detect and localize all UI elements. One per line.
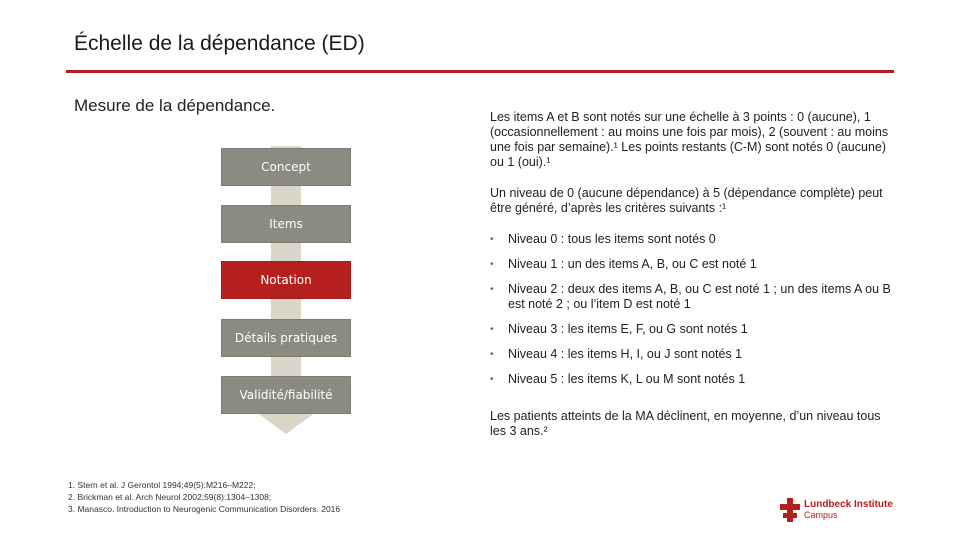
flow-item-notation[interactable]: Notation [221,261,351,299]
flow-item-concept[interactable]: Concept [221,148,351,186]
reference-item: 3. Manasco. Introduction to Neurogenic Communication Disorders. 2016 [68,504,341,514]
content-panel [490,110,895,455]
flow-item-items[interactable]: Items [221,205,351,243]
list-item-text: Niveau 1 : un des items A, B, ou C est noté 1 [508,257,757,271]
bullet-icon: • [490,324,494,335]
references [68,479,340,515]
list-item-text: Niveau 4 : les items H, I, ou J sont notés 1 [508,347,743,361]
section-flow [221,146,351,436]
scoring-paragraph: Les items A et B sont notés sur une échelle à 3 points : 0 (aucune), 1 (occasionnellement : au moins une fois par mois), 2 (souvent : au moins une fois par semaine).¹ Les points restants (C-M) sont notés 0 (aucune) ou 1 (oui).¹ [490,110,889,169]
levels-intro-paragraph: Un niveau de 0 (aucune dépendance) à 5 (dépendance complète) peut être généré, d’après les critères suivants :¹ [490,186,883,215]
list-item [490,372,895,387]
list-item [490,347,895,362]
slide-title: Échelle de la dépendance (ED) [74,32,365,55]
title-divider [66,70,894,73]
reference-item: 1. Stern et al. J Gerontol 1994;49(5):M216–M222; [68,480,256,490]
bullet-icon: • [490,234,494,245]
list-item-text: Niveau 0 : tous les items sont notés 0 [508,232,716,246]
list-item [490,282,895,312]
list-item [490,322,895,337]
bullet-icon: • [490,284,494,295]
list-item-text: Niveau 3 : les items E, F, ou G sont notés 1 [508,322,748,336]
decline-paragraph: Les patients atteints de la MA déclinent, en moyenne, d’un niveau tous les 3 ans.² [490,409,881,438]
flow-item-practical-details[interactable]: Détails pratiques [221,319,351,357]
flow-arrow-icon [256,412,316,434]
bullet-icon: • [490,349,494,360]
bullet-icon: • [490,259,494,270]
list-item-text: Niveau 5 : les items K, L ou M sont notés 1 [508,372,746,386]
list-item [490,232,895,247]
flow-item-validity[interactable]: Validité/fiabilité [221,376,351,414]
levels-list [490,232,895,387]
list-item [490,257,895,272]
lundbeck-logo [780,498,900,522]
logo-name: Lundbeck Institute [804,499,893,510]
slide-subtitle: Mesure de la dépendance. [74,96,276,115]
lundbeck-cross-icon [780,498,800,522]
reference-item: 2. Brickman et al. Arch Neurol 2002;59(8):1304–1308; [68,492,272,502]
list-item-text: Niveau 2 : deux des items A, B, ou C est noté 1 ; un des items A ou B est noté 2 ; ou l’item D est noté 1 [508,282,891,311]
logo-subtitle: Campus [804,510,838,520]
bullet-icon: • [490,374,494,385]
